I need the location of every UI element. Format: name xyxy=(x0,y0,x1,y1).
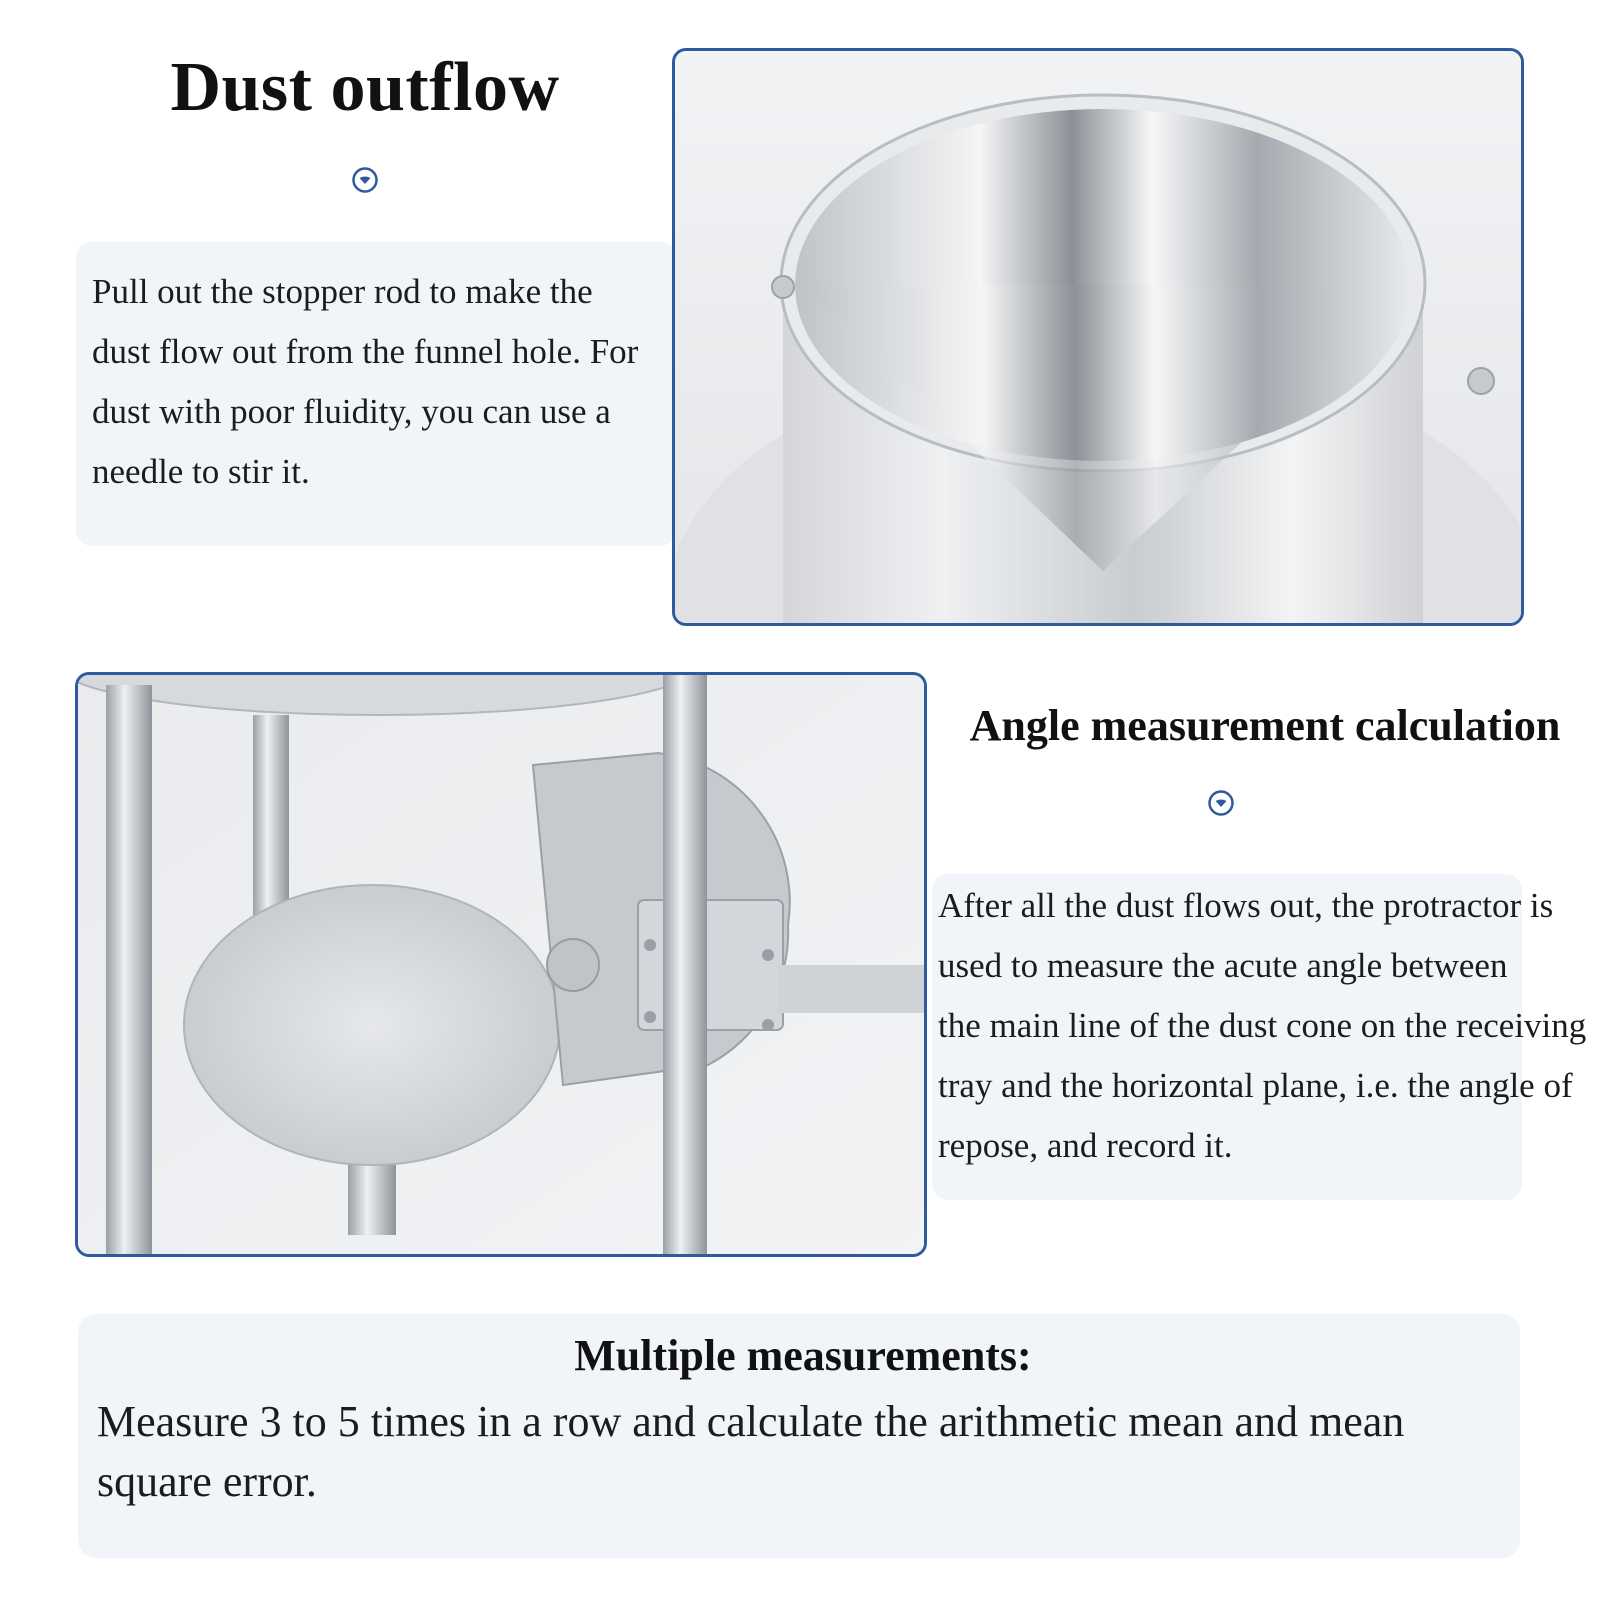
dust-outflow-title: Dust outflow xyxy=(170,49,560,126)
angle-description: After all the dust flows out, the protractor is used to measure the acute angle between the main line of the dust cone on the receiving tray and the horizontal plane, i.e. the angle of repose, and record it. xyxy=(938,886,1587,1165)
funnel-photo xyxy=(672,48,1524,626)
chevron-down-circle-icon xyxy=(1208,790,1234,816)
dust-outflow-description: Pull out the stopper rod to make the dust flow out from the funnel hole. For dust with poor fluidity, you can use a needle to stir it. xyxy=(92,272,639,491)
chevron-down-circle-icon xyxy=(352,167,378,193)
protractor-stand-photo xyxy=(75,672,927,1257)
multiple-measurements-description: Measure 3 to 5 times in a row and calculate the arithmetic mean and mean square error. xyxy=(97,1397,1405,1506)
multiple-measurements-title: Multiple measurements: xyxy=(574,1331,1032,1380)
angle-measurement-title: Angle measurement calculation xyxy=(969,701,1561,750)
